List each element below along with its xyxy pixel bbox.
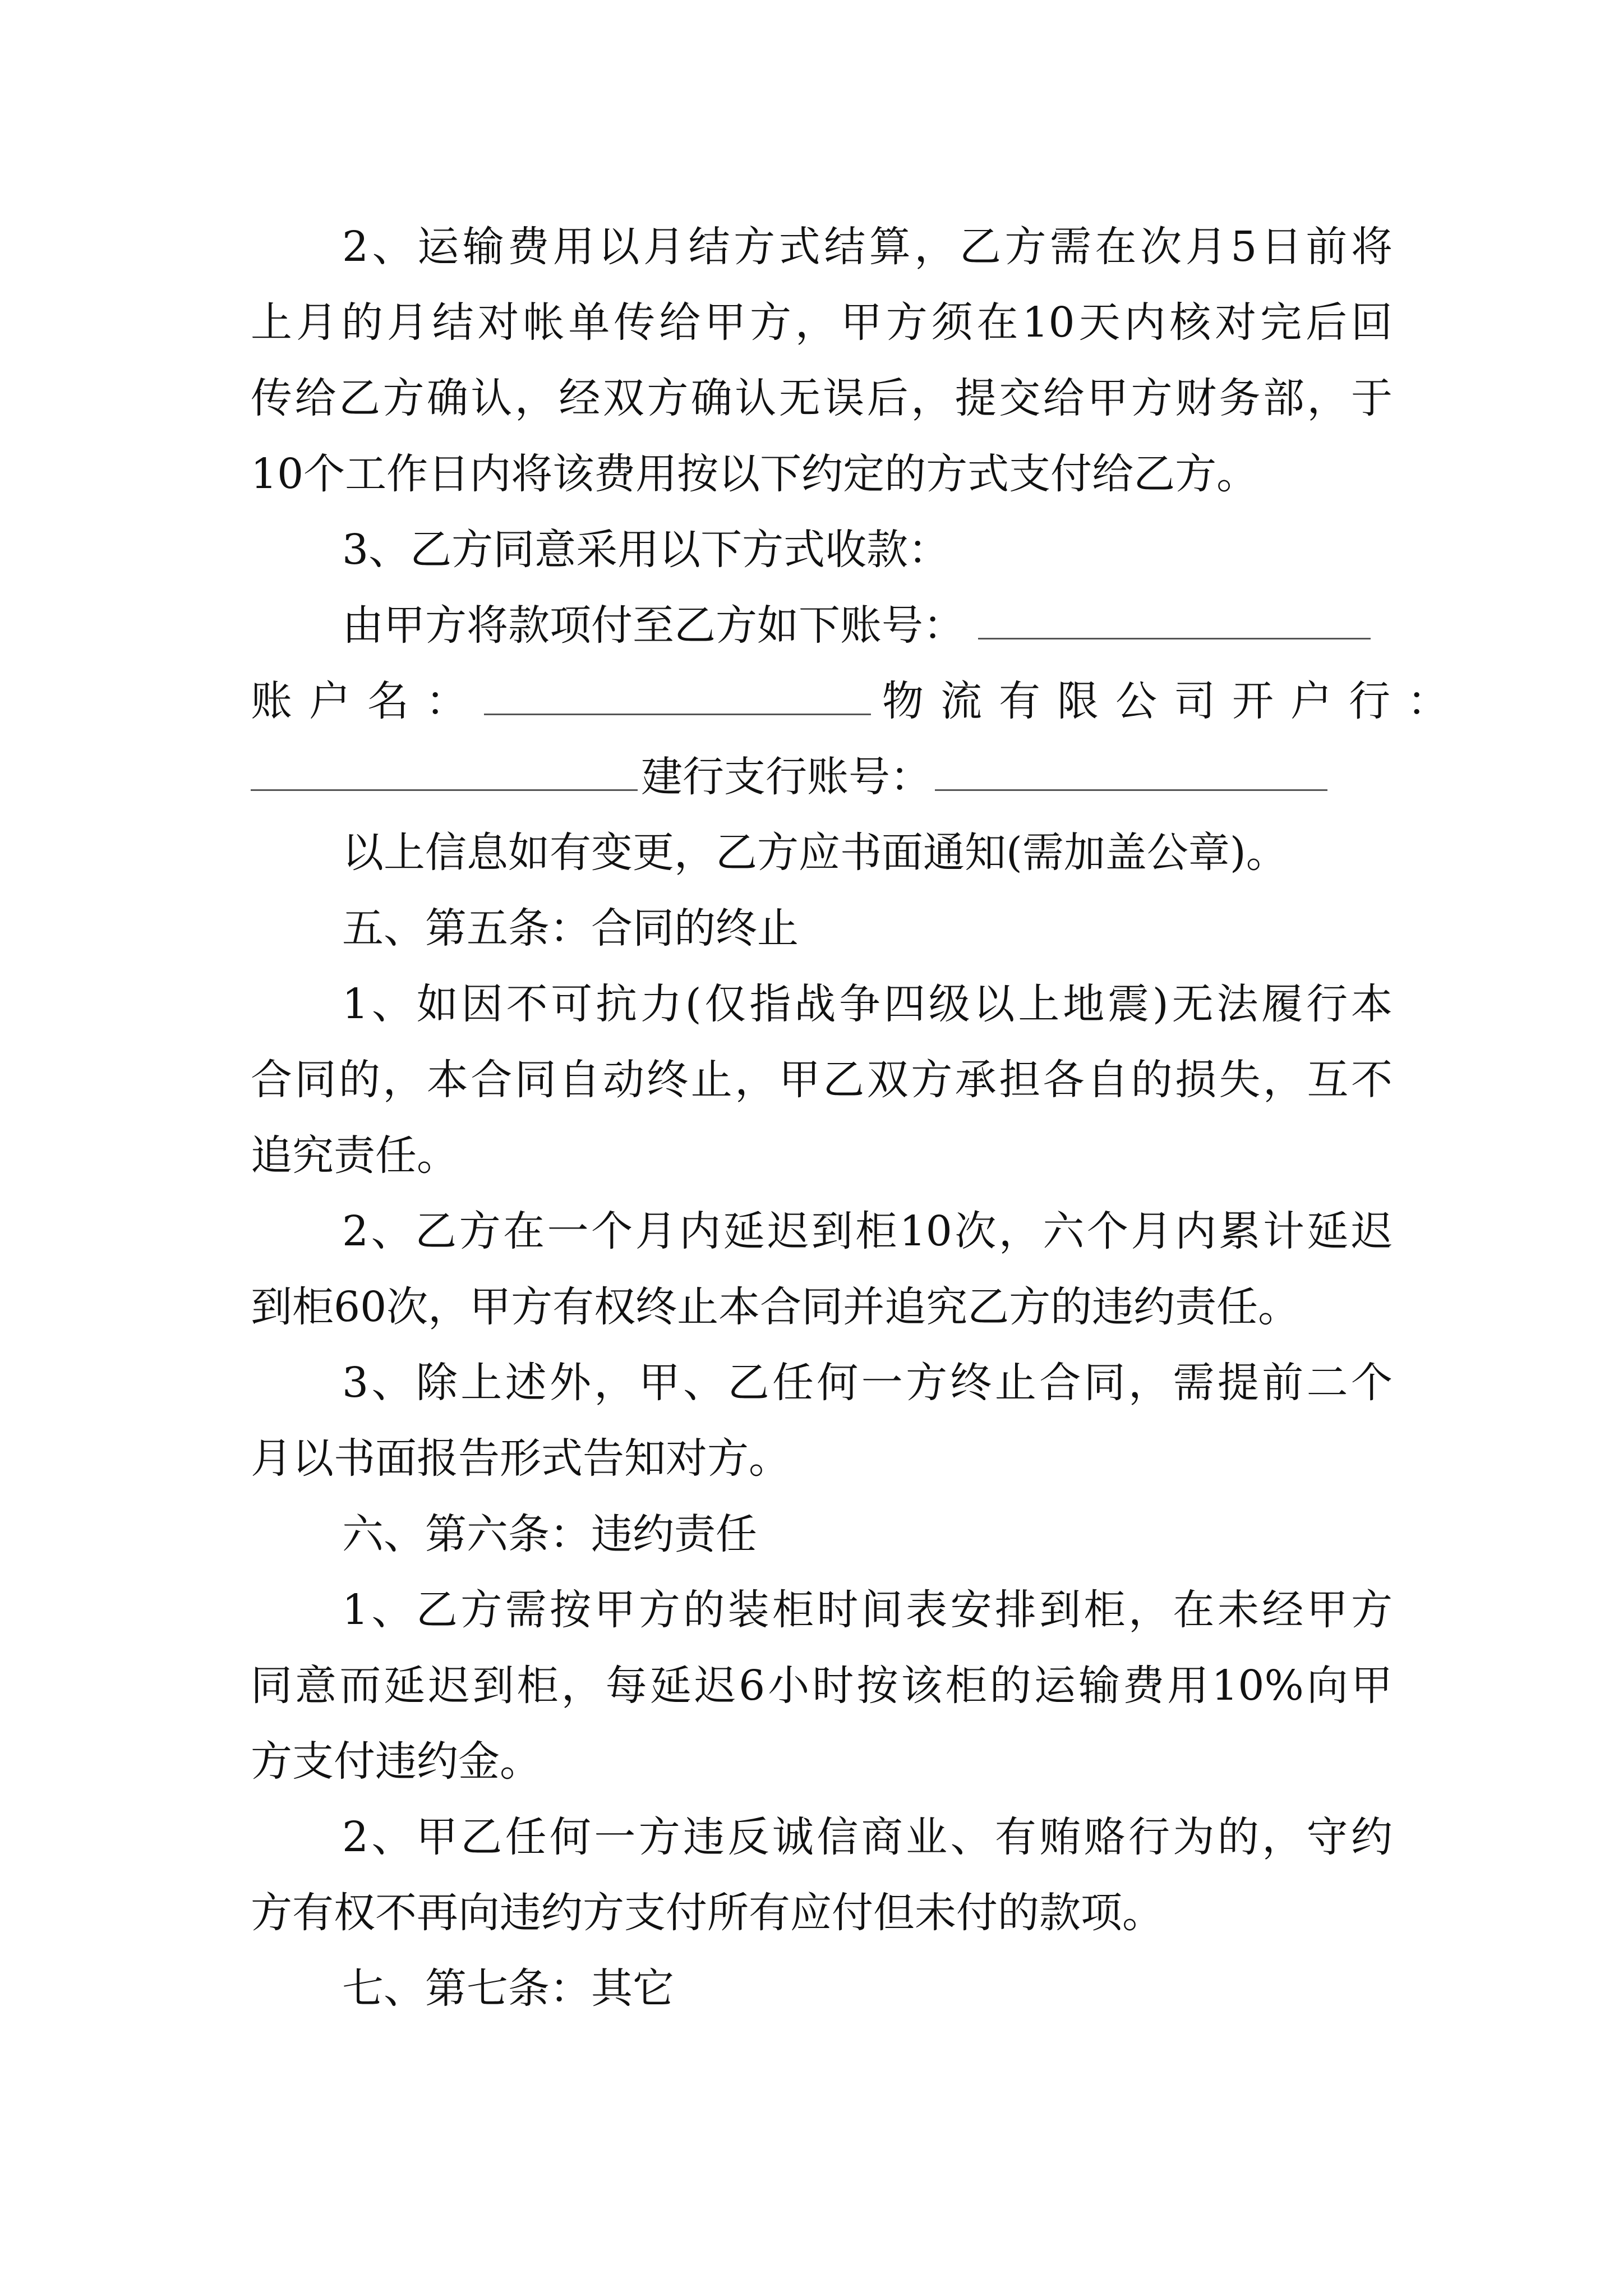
paragraph-line: 上月的月结对帐单传给甲方，甲方须在10天内核对完后回 — [251, 298, 1393, 347]
paragraph-line: 2、运输费用以月结方式结算，乙方需在次月5日前将 — [342, 223, 1393, 271]
paragraph-line: 方支付违约金。 — [251, 1737, 541, 1786]
account-name-line — [251, 668, 1465, 735]
paragraph-line: 1、乙方需按甲方的装柜时间表安排到柜，在未经甲方 — [342, 1586, 1393, 1634]
paragraph-line: 到柜60次，甲方有权终止本合同并追究乙方的违约责任。 — [251, 1283, 1300, 1331]
account-number-blank — [978, 599, 1371, 639]
section-heading: 七、第七条：其它 — [342, 1964, 674, 2013]
branch-account-label: 建行支行账号： — [641, 753, 932, 801]
paragraph-line: 2、甲乙任何一方违反诚信商业、有贿赂行为的，守约 — [342, 1813, 1393, 1861]
branch-account-blank — [935, 750, 1327, 791]
paragraph-line: 合同的，本合同自动终止，甲乙双方承担各自的损失，互不 — [251, 1056, 1393, 1104]
bank-label: 物流有限公司开户行： — [882, 677, 1465, 725]
paragraph-line: 追究责任。 — [251, 1131, 458, 1180]
paragraph-line: 2、乙方在一个月内延迟到柜10次，六个月内累计延迟 — [342, 1207, 1393, 1255]
paragraph-line: 同意而延迟到柜，每延迟6小时按该柜的运输费用10%向甲 — [251, 1662, 1393, 1710]
paragraph-line: 10个工作日内将该费用按以下约定的方式支付给乙方。 — [251, 450, 1258, 498]
paragraph-line: 月以书面报告形式告知对方。 — [251, 1434, 790, 1483]
account-intro-line — [342, 592, 1393, 659]
bank-name-blank — [251, 750, 638, 791]
account-intro-label: 由甲方将款项付至乙方如下账号： — [342, 601, 965, 650]
account-name-label: 账户名： — [251, 677, 484, 725]
section-heading: 六、第六条：违约责任 — [342, 1510, 757, 1558]
paragraph-line: 方有权不再向违约方支付所有应付但未付的款项。 — [251, 1889, 1164, 1937]
paragraph-line: 以上信息如有变更，乙方应书面通知(需加盖公章)。 — [342, 829, 1288, 877]
paragraph-line: 3、除上述外，甲、乙任何一方终止合同，需提前二个 — [342, 1359, 1393, 1407]
paragraph-line: 传给乙方确认，经双方确认无误后，提交给甲方财务部，于 — [251, 374, 1393, 422]
account-name-blank — [484, 674, 871, 715]
section-heading: 五、第五条：合同的终止 — [342, 904, 799, 953]
paragraph-line: 1、如因不可抗力(仅指战争四级以上地震)无法履行本 — [342, 980, 1393, 1028]
bank-branch-line — [251, 743, 1393, 811]
paragraph-line: 3、乙方同意采用以下方式收款： — [342, 526, 950, 574]
